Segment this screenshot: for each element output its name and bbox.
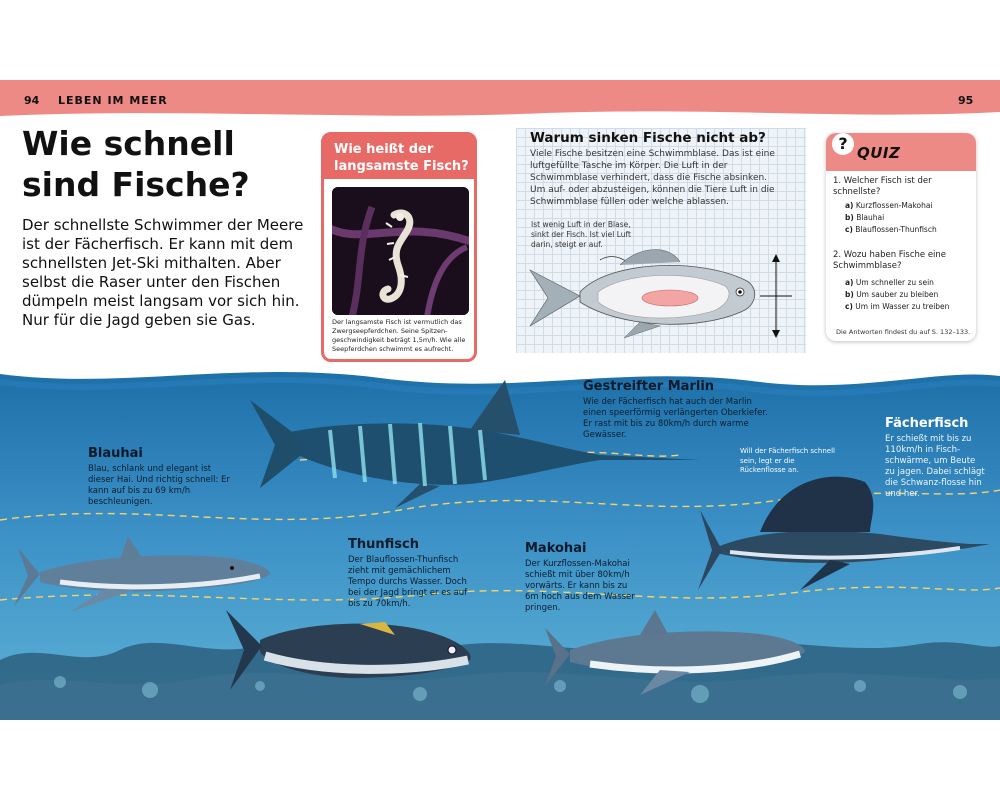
page-number-left: 94 [24,94,40,107]
marlin-text: Wie der Fächerfisch hat auch der Marlin einen speerförmig verlängerten Oberkiefer. Er rast mit bis zu 80km/h durch warme Gewässer. [583,397,768,440]
swim-bladder-text: Viele Fische besitzen eine Schwimmblase. Das ist eine luftgefüllte Tasche im Körper. Die Luft in der Schwimmblase verhindert, dass die Fische absinken. Um auf- oder abzusteigen, können die Tiere Luft in die Schwimmblase füllen oder welche ablassen. [530,149,775,207]
slowest-fish-caption: Der langsamste Fisch ist vermutlich das Zwergseepferdchen. Seine Spitzen-geschwindigkeit beträgt 1,5m/h. Wie alle Seepferdchen schwimmt es aufrecht. [332,318,466,353]
swim-bladder-diagram [520,240,800,345]
sea-scene [0,360,1000,720]
slowest-fish-title: Wie heißt der langsamste Fisch? [334,142,469,174]
intro-text: Der schnellste Schwimmer der Meere ist der Fächerfisch. Er kann mit dem schnellsten Jet-Ski mithalten. Aber selbst die Raser unter den Fischen dümpeln meist langsam vor sich hin. Nur für die Jagd geben sie Gas. [22,216,304,329]
quiz-q1-option-b: b) Blauhai [845,213,885,222]
quiz-q1-option-a: a) Kurzflossen-Makohai [845,201,933,210]
swim-bladder-title: Warum sinken Fische nicht ab? [530,130,766,146]
seahorse-photo [332,187,469,315]
faecherfisch-text: Er schießt mit bis zu 110km/h in Fisch-schwärme, um Beute zu jagen. Dabei schlägt die Schwanz-flosse hin und her. [885,434,985,499]
quiz-question-1: 1. Welcher Fisch ist der schnellste? [833,176,932,197]
quiz-footer: Die Antworten findest du auf S. 132–133. [836,328,971,336]
page-title: Wie schnell sind Fische? [22,124,250,204]
marlin-title: Gestreifter Marlin [583,379,715,394]
sea-illustration [0,360,1000,720]
faecherfisch-note: Will der Fächerfisch schnell sein, legt er die Rückenflosse an. [740,447,835,474]
page-number-right: 95 [958,94,974,107]
thunfisch-title: Thunfisch [348,537,419,552]
quiz-q2-option-a: a) Um schneller zu sein [845,278,934,287]
section-title: LEBEN IM MEER [58,94,168,107]
question-bubble-icon: ? [832,133,854,155]
blauhai-title: Blauhai [88,446,143,461]
makohai-title: Makohai [525,541,587,556]
blauhai-text: Blau, schlank und elegant ist dieser Hai. Und richtig schnell: Er kann auf bis zu 69 km/h beschleunigen. [88,464,230,507]
faecherfisch-title: Fächerfisch [885,416,969,431]
makohai-text: Der Kurzflossen-Makohai schießt mit über 80km/h vorwärts. Er kann bis zu 6m hoch aus dem Wasser pringen. [525,559,635,613]
slowest-fish-box [321,132,477,362]
swim-bladder-note: Ist wenig Luft in der Blase, sinkt der Fisch. Ist viel Luft darin, steigt er auf. [531,220,631,249]
quiz-question-2: 2. Wozu haben Fische eine Schwimmblase? [833,250,947,271]
quiz-q2-option-b: b) Um sauber zu bleiben [845,290,939,299]
quiz-q2-option-c: c) Um im Wasser zu treiben [845,302,950,311]
quiz-q1-option-c: c) Blauflossen-Thunfisch [845,225,937,234]
quiz-label: QUIZ [857,144,901,162]
thunfisch-text: Der Blauflossen-Thunfisch zieht mit gemächlichem Tempo durchs Wasser. Doch bei der Jagd bringt er es auf bis zu 70km/h. [348,555,468,609]
